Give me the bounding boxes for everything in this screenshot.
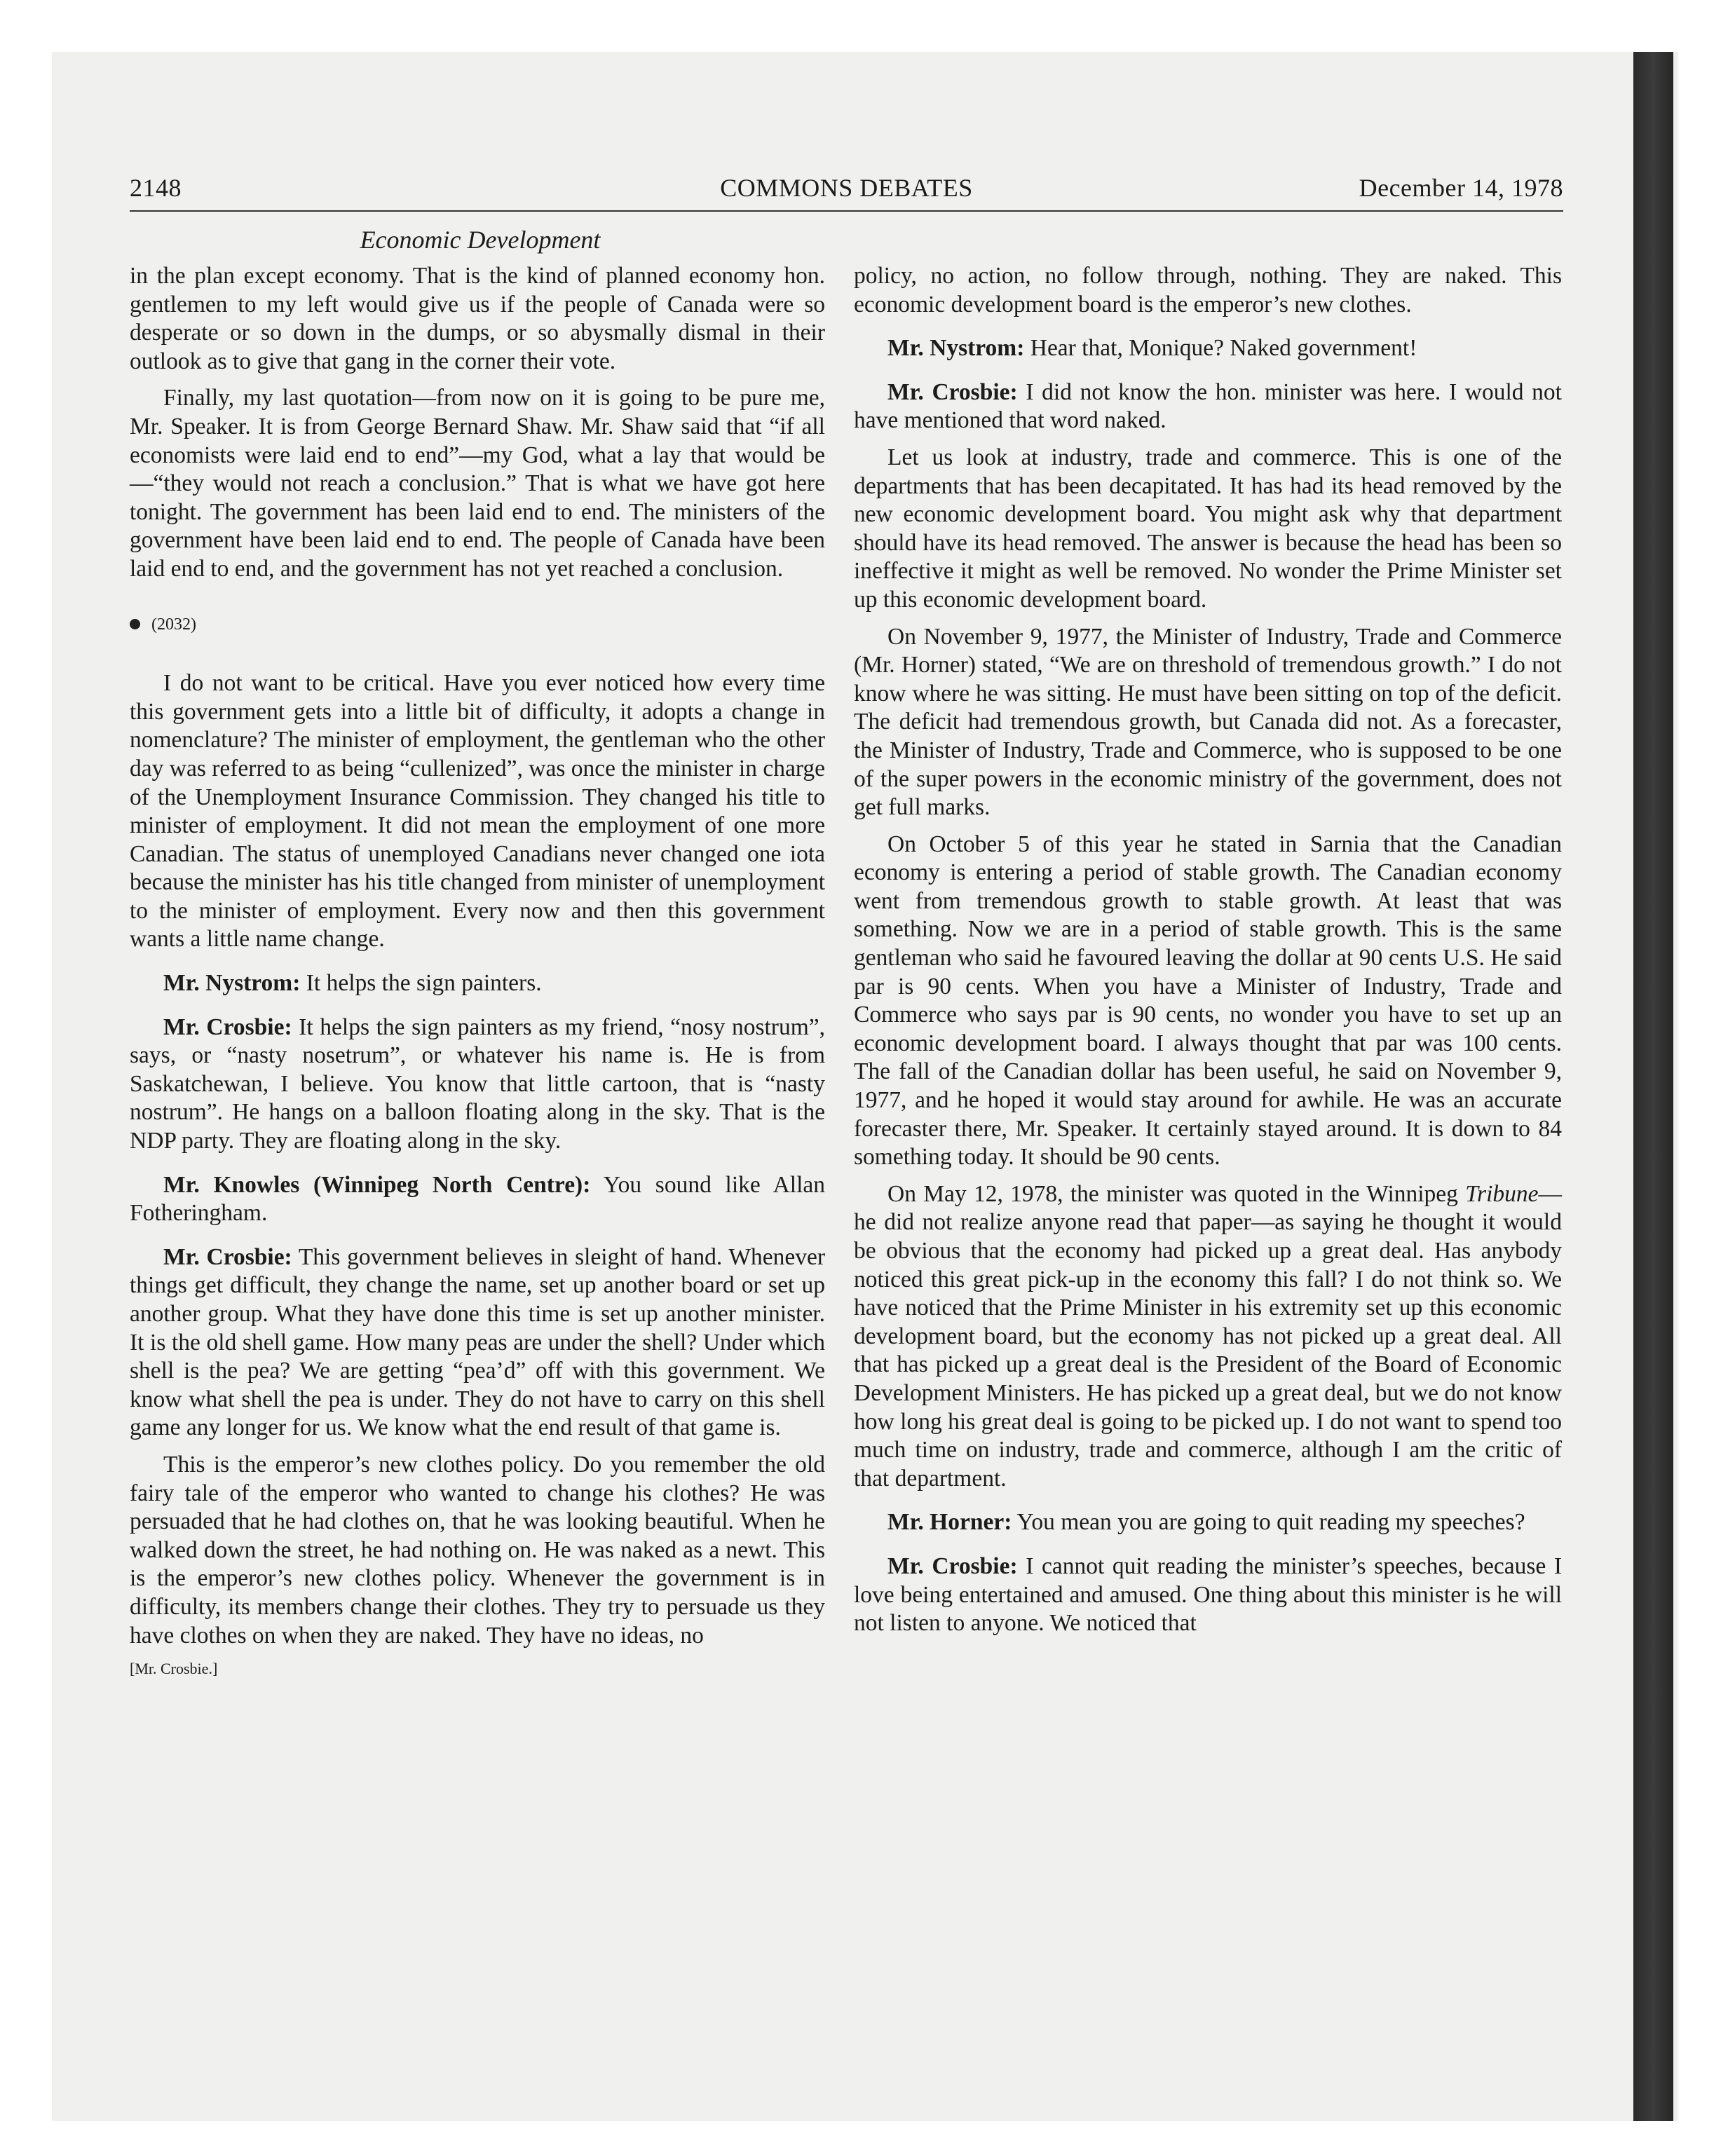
paragraph: Let us look at industry, trade and commerce. This is one of the departments that has been decapitated. It has had its head removed by the new economic development board. You might ask why that department should have its head removed. The answer is because the head has been so ineffective it might as well be removed. No wonder the Prime Minister set up this economic development board. bbox=[854, 444, 1562, 613]
paragraph-text: —he did not realize anyone read that paper—as saying he thought it would be obvious that the economy had picked up a great deal. Has anybody noticed this great pick-up in the economy this fall? I do not think so. We have noticed that the Prime Minister in his extremity set up this economic development board, but the economy has not picked up a great deal. All that has picked up a great deal is the President of the Board of Economic Development Ministers. He has picked up a great deal, but we do not know how long his great deal is going to be picked up. I do not want to spend too much time on industry, trade and commerce, although I am the critic of that department. bbox=[854, 1180, 1562, 1492]
speaker-name: Mr. Nystrom: bbox=[887, 335, 1025, 362]
paragraph: This is the emperor’s new clothes policy. Do you remember the old fairy tale of the emperor who wanted to change his clothes? He was persuaded that he had clothes on, that he was looking beautiful. When he walked down the street, he had nothing on. He was naked as a newt. This is the emperor’s new clothes policy. Whenever the government is in difficulty, its members change their clothes. They try to persuade us they have clothes on when they are naked. They have no ideas, no bbox=[130, 1451, 825, 1649]
time-marker bbox=[130, 610, 825, 639]
paragraph bbox=[854, 1180, 1562, 1494]
running-title: COMMONS DEBATES bbox=[720, 174, 973, 202]
section-title: Economic Development bbox=[360, 226, 601, 254]
speech-text: Hear that, Monique? Naked government! bbox=[1024, 335, 1417, 362]
speaker-name: Mr. Crosbie: bbox=[887, 1553, 1018, 1579]
paragraph: I do not want to be critical. Have you ever noticed how every time this government gets into a little bit of difficulty, it adopts a change in nomenclature? The minister of employment, the gentleman who the other day was referred to as being “cullenized”, was once the minister in charge of the Unemployment Insurance Commission. They changed his title to minister of employment. It did not mean the employment of one more Canadian. The status of unemployed Canadians never changed one iota because the minister has his title changed from minister of unemployment to the minister of employment. Every now and then this government wants a little name change. bbox=[130, 670, 825, 953]
speaker-name: Mr. Crosbie: bbox=[163, 1243, 292, 1270]
speech bbox=[130, 969, 825, 998]
speech-text: It helps the sign painters as my friend, “nosy nostrum”, says, or “nasty nosetrum”, or whatever his name is. He is from Saskatchewan, I believe. You know that little cartoon, that is “nasty nostrum”. He hangs on a balloon floating along in the sky. That is the NDP party. They are floating along in the sky. bbox=[130, 1014, 825, 1154]
speech-text: I did not know the hon. minister was here. I would not have mentioned that word naked. bbox=[854, 378, 1562, 434]
newspaper-name: Tribune bbox=[1465, 1180, 1539, 1207]
speech-text: This government believes in sleight of hand. Whenever things get difficult, they change the name, set up another board or set up another group. What they have done this time is set up another minister. It is the old shell game. How many peas are under the shell? Under which shell is the pea? We are getting “pea’d” off with this government. We know what shell the pea is under. They do not have to carry on this shell game any longer for us. We know what the end result of that game is. bbox=[130, 1243, 825, 1441]
left-column bbox=[130, 262, 825, 1679]
paragraph: On October 5 of this year he stated in Sarnia that the Canadian economy is entering a period of stable growth. The Canadian economy went from tremendous growth to stable growth. At least that was something. Now we are in a period of stable growth. This is the same gentleman who said he favoured leaving the dollar at 90 cents U.S. He said par is 90 cents. When you have a Minister of Industry, Trade and Commerce who says par is 90 cents, no wonder you have to set up an economic development board. I always thought that par was 100 cents. The fall of the Canadian dollar has been useful, he said on November 9, 1977, and he hoped it would stay around for awhile. He was an accurate forecaster there, Mr. Speaker. It certainly stayed around. It is down to 84 something today. It should be 90 cents. bbox=[854, 831, 1562, 1171]
page-header bbox=[130, 171, 1563, 212]
speech bbox=[854, 1508, 1562, 1537]
paragraph: in the plan except economy. That is the kind of planned economy hon. gentlemen to my left would give us if the people of Canada were so desperate or so down in the dumps, or so abysmally dismal in their outlook as to give that gang in the corner their vote. bbox=[130, 263, 825, 374]
page-number: 2148 bbox=[130, 174, 182, 202]
speech bbox=[130, 1014, 825, 1156]
speech bbox=[854, 378, 1562, 435]
paragraph: On November 9, 1977, the Minister of Industry, Trade and Commerce (Mr. Horner) stated, “We are on threshold of tremendous growth.” I do not know where he was sitting. He must have been sitting on top of the deficit. The deficit had tremendous growth, but Canada did not. As a forecaster, the Minister of Industry, Trade and Commerce, who is supposed to be one of the super powers in the economic ministry of the government, does not get full marks. bbox=[854, 623, 1562, 821]
speech bbox=[130, 1243, 825, 1442]
speech-text: You mean you are going to quit reading my speeches? bbox=[1012, 1509, 1525, 1536]
paragraph: policy, no action, no follow through, nothing. They are naked. This economic development board is the emperor’s new clothes. bbox=[854, 263, 1562, 318]
speaker-name: Mr. Knowles (Winnipeg North Centre): bbox=[163, 1171, 591, 1198]
speech-text: You sound like Allan Fotheringham. bbox=[130, 1171, 825, 1227]
speech-text: It helps the sign painters. bbox=[300, 970, 542, 997]
scan-edge-shadow bbox=[1633, 52, 1673, 2121]
speech bbox=[854, 1553, 1562, 1638]
speaker-attribution: [Mr. Crosbie.] bbox=[130, 1660, 218, 1678]
right-column bbox=[854, 262, 1562, 1646]
paragraph: Finally, my last quotation—from now on it is going to be pure me, Mr. Speaker. It is from George Bernard Shaw. Mr. Shaw said that “if all economists were laid end to end”—my God, what a lay that would be—“they would not reach a conclusion.” That is what we have got here tonight. The government has been laid end to end. The ministers of the government have been laid end to end. The people of Canada have been laid end to end, and the government has not yet reached a conclusion. bbox=[130, 385, 825, 582]
speech bbox=[130, 1171, 825, 1228]
speech-text: I cannot quit reading the minister’s speeches, because I love being entertained and amused. One thing about this minister is he will not listen to anyone. We noticed that bbox=[854, 1553, 1562, 1637]
speaker-name: Mr. Horner: bbox=[887, 1509, 1012, 1536]
speaker-name: Mr. Nystrom: bbox=[163, 970, 301, 997]
speaker-name: Mr. Crosbie: bbox=[163, 1014, 292, 1040]
bullet-icon bbox=[130, 619, 140, 629]
time-marker-text: (2032) bbox=[151, 615, 196, 634]
page-date: December 14, 1978 bbox=[1359, 174, 1563, 202]
speaker-name: Mr. Crosbie: bbox=[887, 378, 1018, 405]
speech bbox=[854, 334, 1562, 363]
paragraph-text: On May 12, 1978, the minister was quoted in the Winnipeg bbox=[887, 1180, 1466, 1207]
